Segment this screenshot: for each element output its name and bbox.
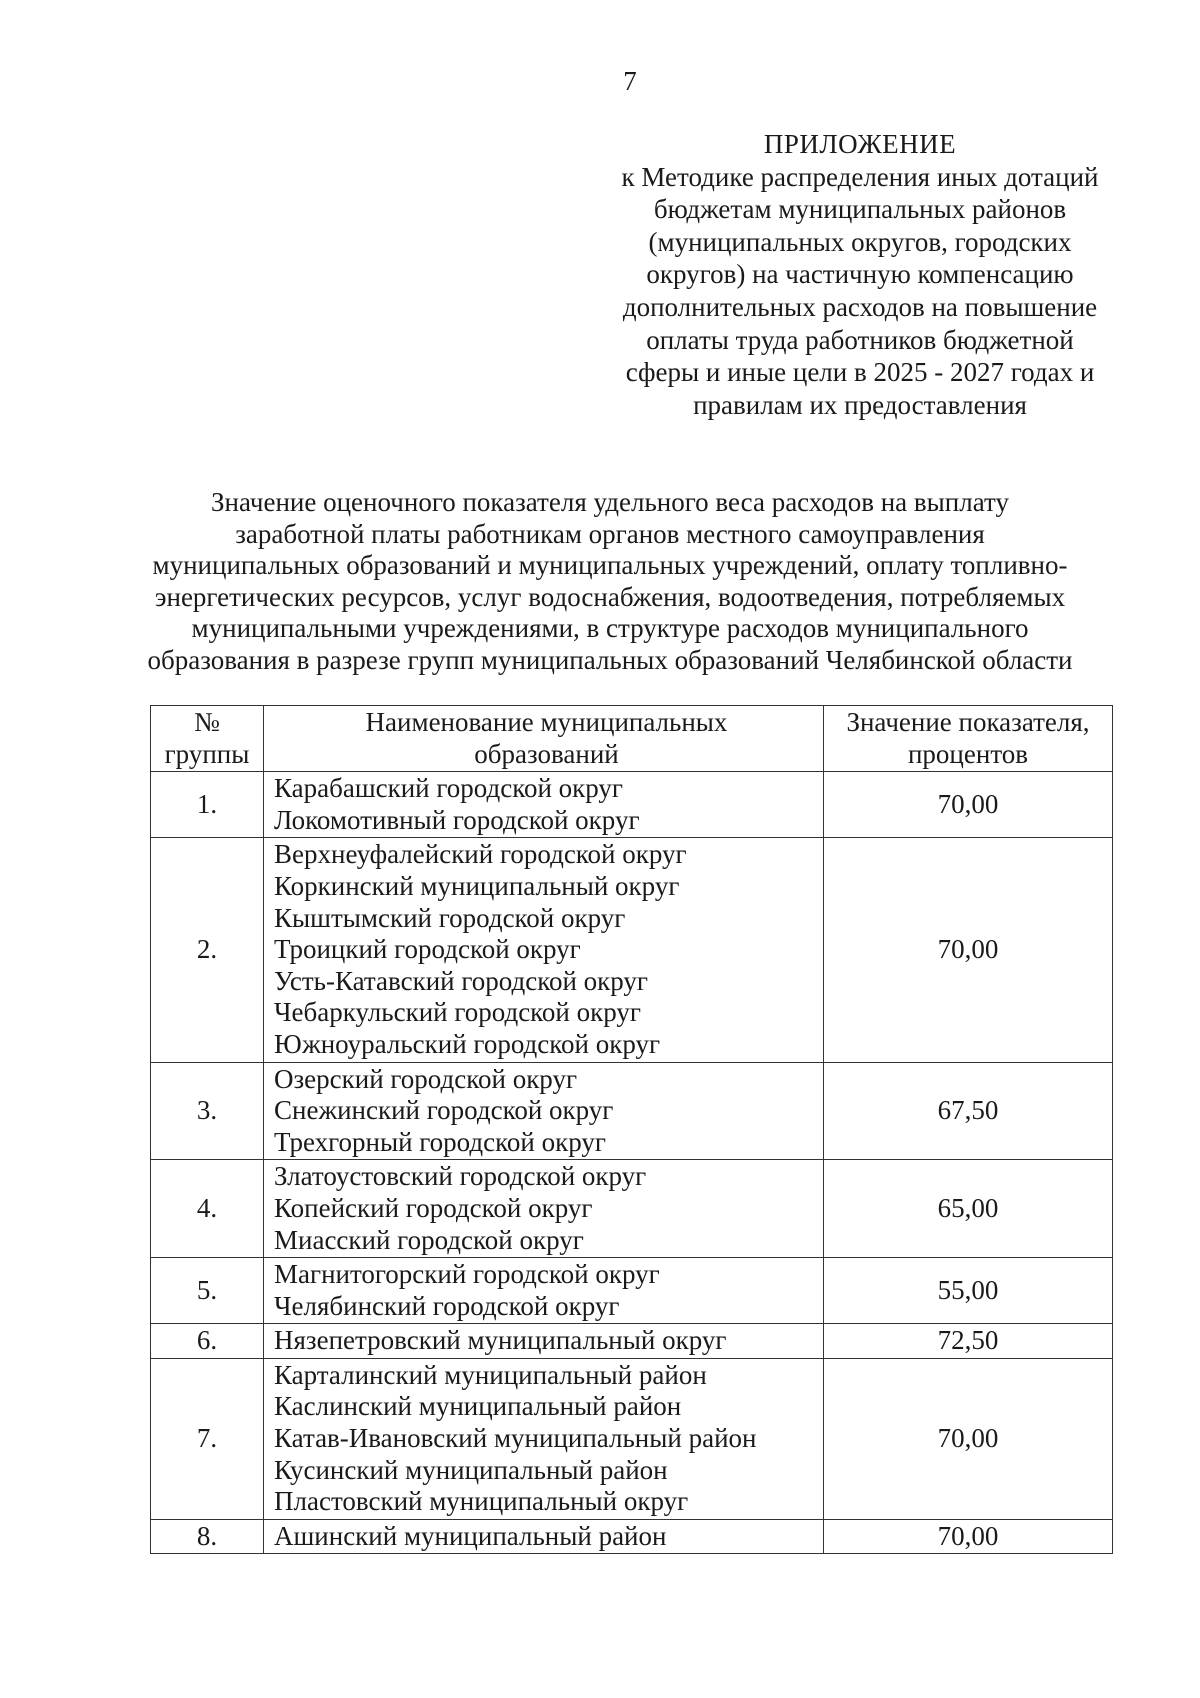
appendix-line: сферы и иные цели в 2025 - 2027 годах и [625, 357, 1095, 388]
municipality-name: Копейский городской округ [274, 1192, 593, 1223]
group-number-cell: 7. [151, 1358, 264, 1519]
indicator-value-cell: 55,00 [824, 1258, 1113, 1324]
heading-line: Значение оценочного показателя удельного веса расходов на выплату [211, 487, 1009, 517]
municipality-names-cell [264, 1324, 824, 1359]
municipality-name: Усть-Катавский городской округ [274, 965, 648, 996]
heading-line: энергетических ресурсов, услуг водоснабжения, водоотведения, потребляемых [154, 581, 1066, 612]
table-row [151, 1160, 1113, 1258]
municipality-names-cell [264, 838, 824, 1062]
group-number-cell: 2. [151, 838, 264, 1062]
municipality-name: Локомотивный городской округ [274, 804, 640, 835]
municipality-name: Снежинский городской округ [274, 1095, 614, 1126]
municipality-name: Ашинский муниципальный район [274, 1520, 667, 1551]
appendix-line: дополнительных расходов на повышение [622, 291, 1098, 322]
heading-line: муниципальных образований и муниципальных учреждений, оплату топливно- [152, 550, 1068, 580]
indicator-value-cell: 67,50 [824, 1062, 1113, 1160]
indicator-value-cell: 70,00 [824, 1358, 1113, 1519]
header-group-number: № группы [151, 706, 264, 772]
appendix-title: ПРИЛОЖЕНИЕ [763, 129, 957, 159]
municipality-name: Кусинский муниципальный район [274, 1454, 668, 1485]
municipality-name: Каслинский муниципальный район [274, 1391, 682, 1422]
heading-line: образования в разрезе групп муниципальных образований Челябинской области [147, 644, 1073, 675]
group-number-cell: 8. [151, 1519, 264, 1554]
indicator-value-cell: 72,50 [824, 1324, 1113, 1359]
municipality-name: Челябинский городской округ [274, 1290, 620, 1321]
heading-line: муниципальными учреждениями, в структуре расходов муниципального [191, 613, 1029, 643]
page-number: 7 [623, 66, 637, 96]
table-row [151, 1062, 1113, 1160]
table-row [151, 772, 1113, 838]
municipality-name: Верхнеуфалейский городской округ [274, 839, 687, 870]
municipality-name: Южноуральский городской округ [274, 1028, 661, 1059]
groups-table [150, 705, 1113, 1554]
header-municipality-name: Наименование муниципальных образований [264, 706, 824, 772]
municipality-names-cell [264, 1358, 824, 1519]
municipality-name: Коркинский муниципальный округ [274, 870, 680, 901]
indicator-value-cell: 65,00 [824, 1160, 1113, 1258]
table-row [151, 1258, 1113, 1324]
municipality-name: Нязепетровский муниципальный округ [274, 1325, 727, 1356]
municipality-names-cell [264, 1062, 824, 1160]
municipality-name: Златоустовский городской округ [274, 1161, 647, 1192]
municipality-name: Карабашский городской округ [274, 773, 624, 804]
appendix-line: округов) на частичную компенсацию [646, 259, 1074, 290]
municipality-name: Магнитогорский городской округ [274, 1259, 660, 1290]
municipality-name: Миасский городской округ [274, 1224, 584, 1255]
table-row [151, 838, 1113, 1062]
table-body [151, 772, 1113, 1554]
table-header-row [151, 706, 1113, 772]
heading-line: заработной платы работникам органов местного самоуправления [235, 518, 985, 549]
appendix-line: к Методике распределения иных дотаций [621, 161, 1099, 192]
municipality-name: Пластовский муниципальный округ [274, 1486, 689, 1517]
indicator-value-cell: 70,00 [824, 772, 1113, 838]
group-number-cell: 1. [151, 772, 264, 838]
municipality-names-cell [264, 1160, 824, 1258]
municipality-name: Катав-Ивановский муниципальный район [274, 1423, 757, 1454]
appendix-block [600, 128, 1120, 421]
appendix-line: оплаты труда работников бюджетной [646, 324, 1074, 355]
appendix-lines [600, 161, 1120, 422]
group-number-cell: 3. [151, 1062, 264, 1160]
municipality-names-cell [264, 1258, 824, 1324]
group-number-cell: 6. [151, 1324, 264, 1359]
municipality-name: Озерский городской округ [274, 1063, 578, 1094]
table-header [151, 706, 1113, 772]
appendix-line: бюджетам муниципальных районов [653, 194, 1067, 225]
indicator-value-cell: 70,00 [824, 838, 1113, 1062]
municipality-name: Чебаркульский городской округ [274, 997, 641, 1028]
municipality-name: Троицкий городской округ [274, 934, 581, 965]
group-number-cell: 4. [151, 1160, 264, 1258]
header-indicator-value: Значение показателя, процентов [824, 706, 1113, 772]
municipality-name: Карталинский муниципальный район [274, 1359, 707, 1390]
municipality-name: Кыштымский городской округ [274, 902, 626, 933]
table-row [151, 1358, 1113, 1519]
group-number-cell: 5. [151, 1258, 264, 1324]
municipality-names-cell [264, 1519, 824, 1554]
table-row [151, 1519, 1113, 1554]
appendix-line: правилам их предоставления [693, 389, 1027, 420]
table-heading [110, 487, 1110, 676]
municipality-names-cell [264, 772, 824, 838]
table-row [151, 1324, 1113, 1359]
municipality-name: Трехгорный городской округ [274, 1126, 606, 1157]
indicator-value-cell: 70,00 [824, 1519, 1113, 1554]
appendix-line: (муниципальных округов, городских [648, 226, 1072, 257]
